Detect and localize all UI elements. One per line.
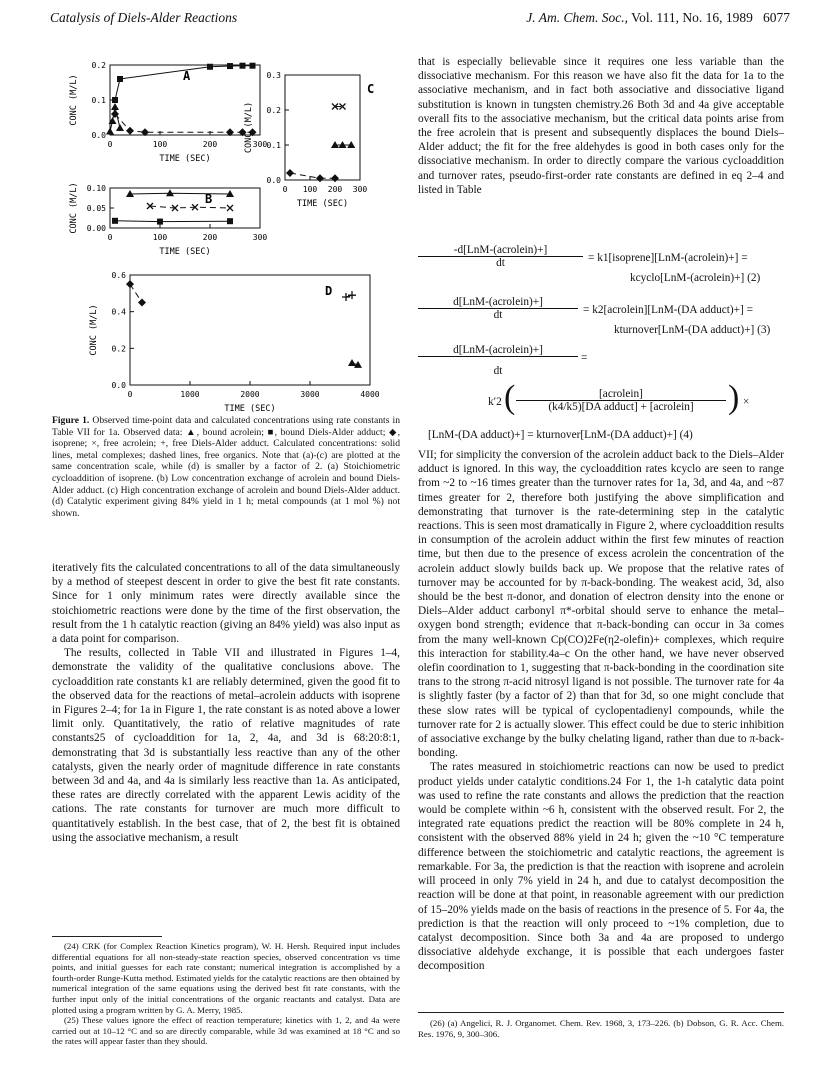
x-tick-label: 0: [107, 233, 113, 242]
x-tick-label: 300: [352, 185, 368, 194]
data-point-diamond: [126, 127, 134, 135]
eq4-numerator: d[LnM-(acrolein)+]: [418, 344, 578, 357]
panel-label: C: [367, 82, 375, 96]
plot-frame: [130, 275, 370, 385]
data-point-square: [207, 64, 213, 70]
x-tick-label: 3000: [300, 390, 320, 399]
eq2-denominator: dt: [496, 257, 505, 269]
data-point-diamond: [316, 174, 324, 182]
series-line: [290, 173, 335, 178]
footnote-rule: [418, 1012, 784, 1013]
data-point-triangle: [116, 124, 124, 131]
x-tick-label: 0: [107, 140, 113, 149]
data-point-square: [112, 218, 118, 224]
y-tick-label: 0.2: [111, 344, 126, 354]
eq2-rhs-2: kcyclo[LnM-(acrolein)+] (2): [630, 272, 761, 284]
x-axis-label: TIME (SEC): [224, 404, 276, 414]
y-tick-label: 0.6: [111, 271, 126, 280]
eq2-numerator: -d[LnM-(acrolein)+]: [418, 244, 583, 257]
data-point-square: [227, 63, 233, 69]
panel-label: B: [205, 192, 213, 206]
chart-panel-d: [89, 271, 380, 414]
eq4-paren-left: (: [504, 379, 516, 416]
series-line: [115, 114, 253, 132]
y-tick-label: 0.4: [111, 307, 126, 317]
eq3-rhs-2: kturnover[LnM-(DA adduct)+] (3): [614, 324, 771, 336]
panel-label: A: [183, 69, 191, 83]
y-axis-label: CONC (M/L): [69, 182, 79, 234]
eq4-denominator: dt: [493, 365, 503, 377]
y-tick-label: 0.2: [91, 61, 106, 70]
data-point-square: [117, 76, 123, 82]
y-tick-label: 0.3: [266, 71, 281, 80]
right-footnote: [418, 1018, 784, 1039]
paragraph: that is especially believable since it requires one less variable than the dissociative mechanism. For this reason we have also fit the data for 1a to the associative mechanism, and in fact both associative and dissociative ligand substitution is known in tungsten chemistry.26 Both 3d and 4a give acceptable overall fits to the associative mechanism, but the critical data points arise from the free acrolein that is present and subsequently displaces the bound Diels–Alder adduct; the fit for the free aldehydes is good in both cases only for the dissociative mechanism. In order to directly compare the various cycloaddition and turnover rates, pseudo-first-order rate constants are defined in eq 2–4 and listed in Table: [418, 56, 784, 196]
x-tick-label: 1000: [180, 390, 200, 399]
data-point-square: [240, 63, 246, 69]
eq4-k2prime: k′2: [488, 396, 502, 408]
data-point-square: [112, 97, 118, 103]
series-line: [130, 193, 230, 194]
paragraph: iteratively fits the calculated concentrations to all of the data simultaneously by a method of steepest descent in order to give the best fit rate constants. Since for 1 only minimum rates were directly available since the stoichiometric reactions were done by the time of the first observation, the result from the 1 h catalytic reaction (giving an 84% yield) was also input as a data point for comparison.: [52, 562, 400, 646]
eq4-inner-numerator: [acrolein]: [516, 388, 726, 401]
y-tick-label: 0.1: [91, 96, 106, 105]
data-point-diamond: [138, 299, 146, 307]
data-point-triangle: [106, 128, 114, 135]
x-tick-label: 0: [282, 185, 288, 194]
data-point-x: [227, 205, 233, 211]
y-tick-label: 0.1: [266, 141, 281, 150]
data-point-triangle: [166, 189, 174, 196]
panel-label: D: [325, 284, 333, 298]
eq3-rhs: = k2[acrolein][LnM-(DA adduct)+] =: [583, 304, 753, 316]
x-tick-label: 2000: [240, 390, 260, 399]
x-tick-label: 200: [202, 140, 218, 149]
y-tick-label: 0.0: [91, 131, 106, 140]
footnote-25: (25) These values ignore the effect of reaction temperature; kinetics with 1, 2, and 4a were carried out at 10–12 °C and so are directly comparable, while 3d was examined at 18 °C and so the rates will appear faster than they should.: [52, 1015, 400, 1047]
eq3-numerator: d[LnM-(acrolein)+]: [418, 296, 578, 309]
data-point-square: [157, 219, 163, 225]
eq2-rhs: = k1[isoprene][LnM-(acrolein)+] =: [588, 252, 748, 264]
y-tick-label: 0.0: [266, 176, 281, 185]
data-point-diamond: [126, 280, 134, 288]
data-point-triangle: [111, 103, 119, 110]
journal-name: J. Am. Chem. Soc.,: [526, 10, 628, 25]
y-tick-label: 0.00: [86, 224, 106, 233]
eq4-last-line: [LnM-(DA adduct)+] = kturnover[LnM-(DA adduct)+] (4): [428, 429, 693, 441]
plot-frame: [285, 75, 360, 180]
data-point-square: [250, 63, 256, 69]
x-tick-label: 100: [152, 140, 168, 149]
eq4-times: ×: [743, 396, 750, 408]
y-tick-label: 0.0: [111, 381, 126, 390]
paragraph: The results, collected in Table VII and illustrated in Figures 1–4, demonstrate the validity of the qualitative conclusions above. The cycloaddition rate constants k1 are reliably determined, given the good fit to the observed data for the reactions of metal–acrolein adducts with isoprene in Figures 2–4; for 1a in Figure 1, the rate constant is as noted above a lower limit only. Quantitatively, the ratio of relative magnitudes of rate constants25 of cycloaddition for 1a, 2, 4a, and 3d is 68:20:8:1, demonstrating that 3d is substantially less reactive than any of the other catalysts, given the nearly order of magnitude difference in rate constants between 3d and 4a, and 4a is similarly less reactive than 1a. As anticipated, these rates are directly correlated with the apparent Lewis acidity of the cations. The rate constants for turnover are much more difficult to quantitatively establish. In the best case, that of 2, the best fit is obtained using the associative mechanism, a result: [52, 647, 400, 844]
x-tick-label: 4000: [360, 390, 380, 399]
eq4-equals: =: [581, 352, 588, 364]
running-title: Catalysis of Diels-Alder Reactions: [50, 10, 238, 25]
caption-label: Figure 1.: [52, 415, 90, 426]
series-line: [115, 221, 230, 222]
x-tick-label: 200: [327, 185, 343, 194]
y-axis-label: CONC (M/L): [69, 74, 79, 126]
volume-issue: Vol. 111, No. 16, 1989: [631, 10, 753, 25]
eq3-denominator: dt: [493, 309, 503, 321]
footnote-rule: [52, 936, 162, 937]
x-tick-label: 100: [302, 185, 318, 194]
right-column-text-top: [418, 55, 784, 197]
paragraph: VII; for simplicity the conversion of the acrolein adduct back to the Diels–Alder adduct is ignored. In this way, the cycloaddition rates kcyclo are seen to range from ~2 to ~16 times greater than the turnover rates for 1a, 3d, and 4a, and ~87 times greater for 2, therefore both justifying the above simplification and demonstrating that turnover is the rate-determining step in the catalytic reactions. This is seen most dramatically in Figure 2, where cycloaddition results in consumption of the acrolein adduct within the first few minutes of reaction time, but then due to the presence of excess acrolein the concentration of the acrolein adduct slowly builds back up. We propose that the relative rates of turnover may be accounted for by π-back-bonding. The weakest acid, 3d, also should be the best π-donor, and donation of electron density into the enone or Diels–Alder adduct carbonyl π*-orbital should serve to enhance the metal–oxygen bond strength; evidence that π-back-bonding can occur in 3a comes from the many well-known Cp(CO)2Fe(η2-olefin)+ complexes, which require this interaction for stability.4a–c On the other hand, we have never observed olefin coordination to 1, suggesting that π-back-bonding in the coordination site trans to the strong π-acid nitrosyl ligand is not possible. The turnover rate for 4a is slightly faster (by a factor of 2) than that for 3d, so one might conclude that these slow rates will be typical of cyclopentadienyl compounds, while the turnover rate for 2 is actually slower. This effect could be due to steric inhibition of associative exchange by the bulky chelating ligand, rather than due to π-back-bonding.: [418, 449, 784, 760]
y-axis-label: CONC (M/L): [244, 101, 254, 154]
y-axis-label: CONC (M/L): [89, 304, 99, 356]
data-point-plus: [342, 293, 350, 301]
y-tick-label: 0.2: [266, 106, 281, 115]
x-axis-label: TIME (SEC): [296, 199, 349, 209]
data-point-triangle: [348, 359, 356, 366]
data-point-square: [227, 218, 233, 224]
x-tick-label: 200: [202, 233, 218, 242]
chart-panel-b: [69, 182, 267, 257]
footnote-24: (24) CRK (for Complex Reaction Kinetics program), W. H. Hersh. Required input includes differential equations for all non-steady-state reaction species, observed concentration vs time points, and initial guesses for each rate constant; numerical integration is accomplished by a fourth-order Runge-Kutta method. Estimated yields for the catalytic reactions are then obtained by numerical integration of the same equations using the derived best fit rate constants, with the further input only of the initial concentrations of the organic reactants and catalyst. Data are plotted using a program written by G. A. Merry, 1985.: [52, 941, 400, 1015]
page-number: 6077: [763, 10, 790, 25]
paragraph: The rates measured in stoichiometric reactions can now be used to predict product yields under catalytic conditions.24 For 1, the 1-h catalytic data point was used to refine the rate constants and allows the prediction that the reaction would be complete within ~6 h, consistent with the observed result. For 2, the integrated rate equations predict the reaction will be 80% complete in 24 h, consistent with the observed 88% yield in 24 h; given the ~10 °C temperature difference between the stoichiometric and catalytic reactions, the agreement is remarkable. For 3a, the prediction is that the reaction with isoprene and acrolein will proceed in only 7% yield in 24 h, and due to catalyst decomposition the reaction will be done at that point, in reasonable agreement with our prediction of 15–20% yields made on the basis of reactions in the presence of 5. For 4a, the prediction is that the reaction will only proceed to ~1% completion, due to catalyst decomposition. Since both 3a and 4a are proposed to undergo dissociative aldehyde exchange, it is possible that each undergoes faster decomposition: [418, 761, 784, 973]
left-column-text: [52, 561, 400, 845]
journal-citation: [526, 10, 790, 26]
figure-1: [55, 55, 400, 415]
chart-panel-a: [69, 61, 267, 164]
right-column-text-bottom: [418, 448, 784, 974]
caption-text: Observed time-point data and calculated concentrations using rate constants in Table VII for 1a. Observed data: ▲, bound acrolein; ■, bound Diels-Alder adduct; ◆, isoprene; ×, free acrolein; +, free Diels-Alder adduct. Calculated concentrations: solid lines, metal complexes; dashed lines, free organics. Note that (a)-(c) are plotted at the same concentration scale, while (d) is smaller by a factor of 2. (a) Stoichiometric cycloaddition of isoprene. (b) Low concentration exchange of acrolein and bound Diels-Alder adduct. (c) High concentration exchange of acrolein and bound Diels-Alder adduct. (d) Catalytic experiment giving 84% yield in 1 h; metal compounds (at 1 mol %) not shown.: [52, 415, 400, 519]
data-point-diamond: [286, 169, 294, 177]
y-tick-label: 0.05: [86, 204, 106, 213]
data-point-diamond: [331, 174, 339, 182]
x-axis-label: TIME (SEC): [159, 154, 211, 164]
footnote-26: (26) (a) Angelici, R. J. Organomet. Chem. Rev. 1968, 3, 173–226. (b) Dobson, G. R. Acc. Chem. Res. 1976, 9, 300–306.: [418, 1018, 784, 1039]
y-tick-label: 0.10: [86, 184, 106, 193]
eq4-paren-right: ): [728, 379, 740, 416]
x-axis-label: TIME (SEC): [159, 247, 211, 257]
series-line: [130, 284, 142, 302]
x-tick-label: 300: [252, 233, 268, 242]
x-tick-label: 100: [152, 233, 168, 242]
x-tick-label: 300: [252, 140, 268, 149]
series-line: [150, 206, 230, 208]
left-footnotes: [52, 941, 400, 1047]
x-tick-label: 0: [127, 390, 133, 399]
eq4-inner-denominator: (k4/k5)[DA adduct] + [acrolein]: [548, 401, 694, 413]
figure-caption: [52, 415, 400, 519]
data-point-plus: [348, 291, 356, 299]
